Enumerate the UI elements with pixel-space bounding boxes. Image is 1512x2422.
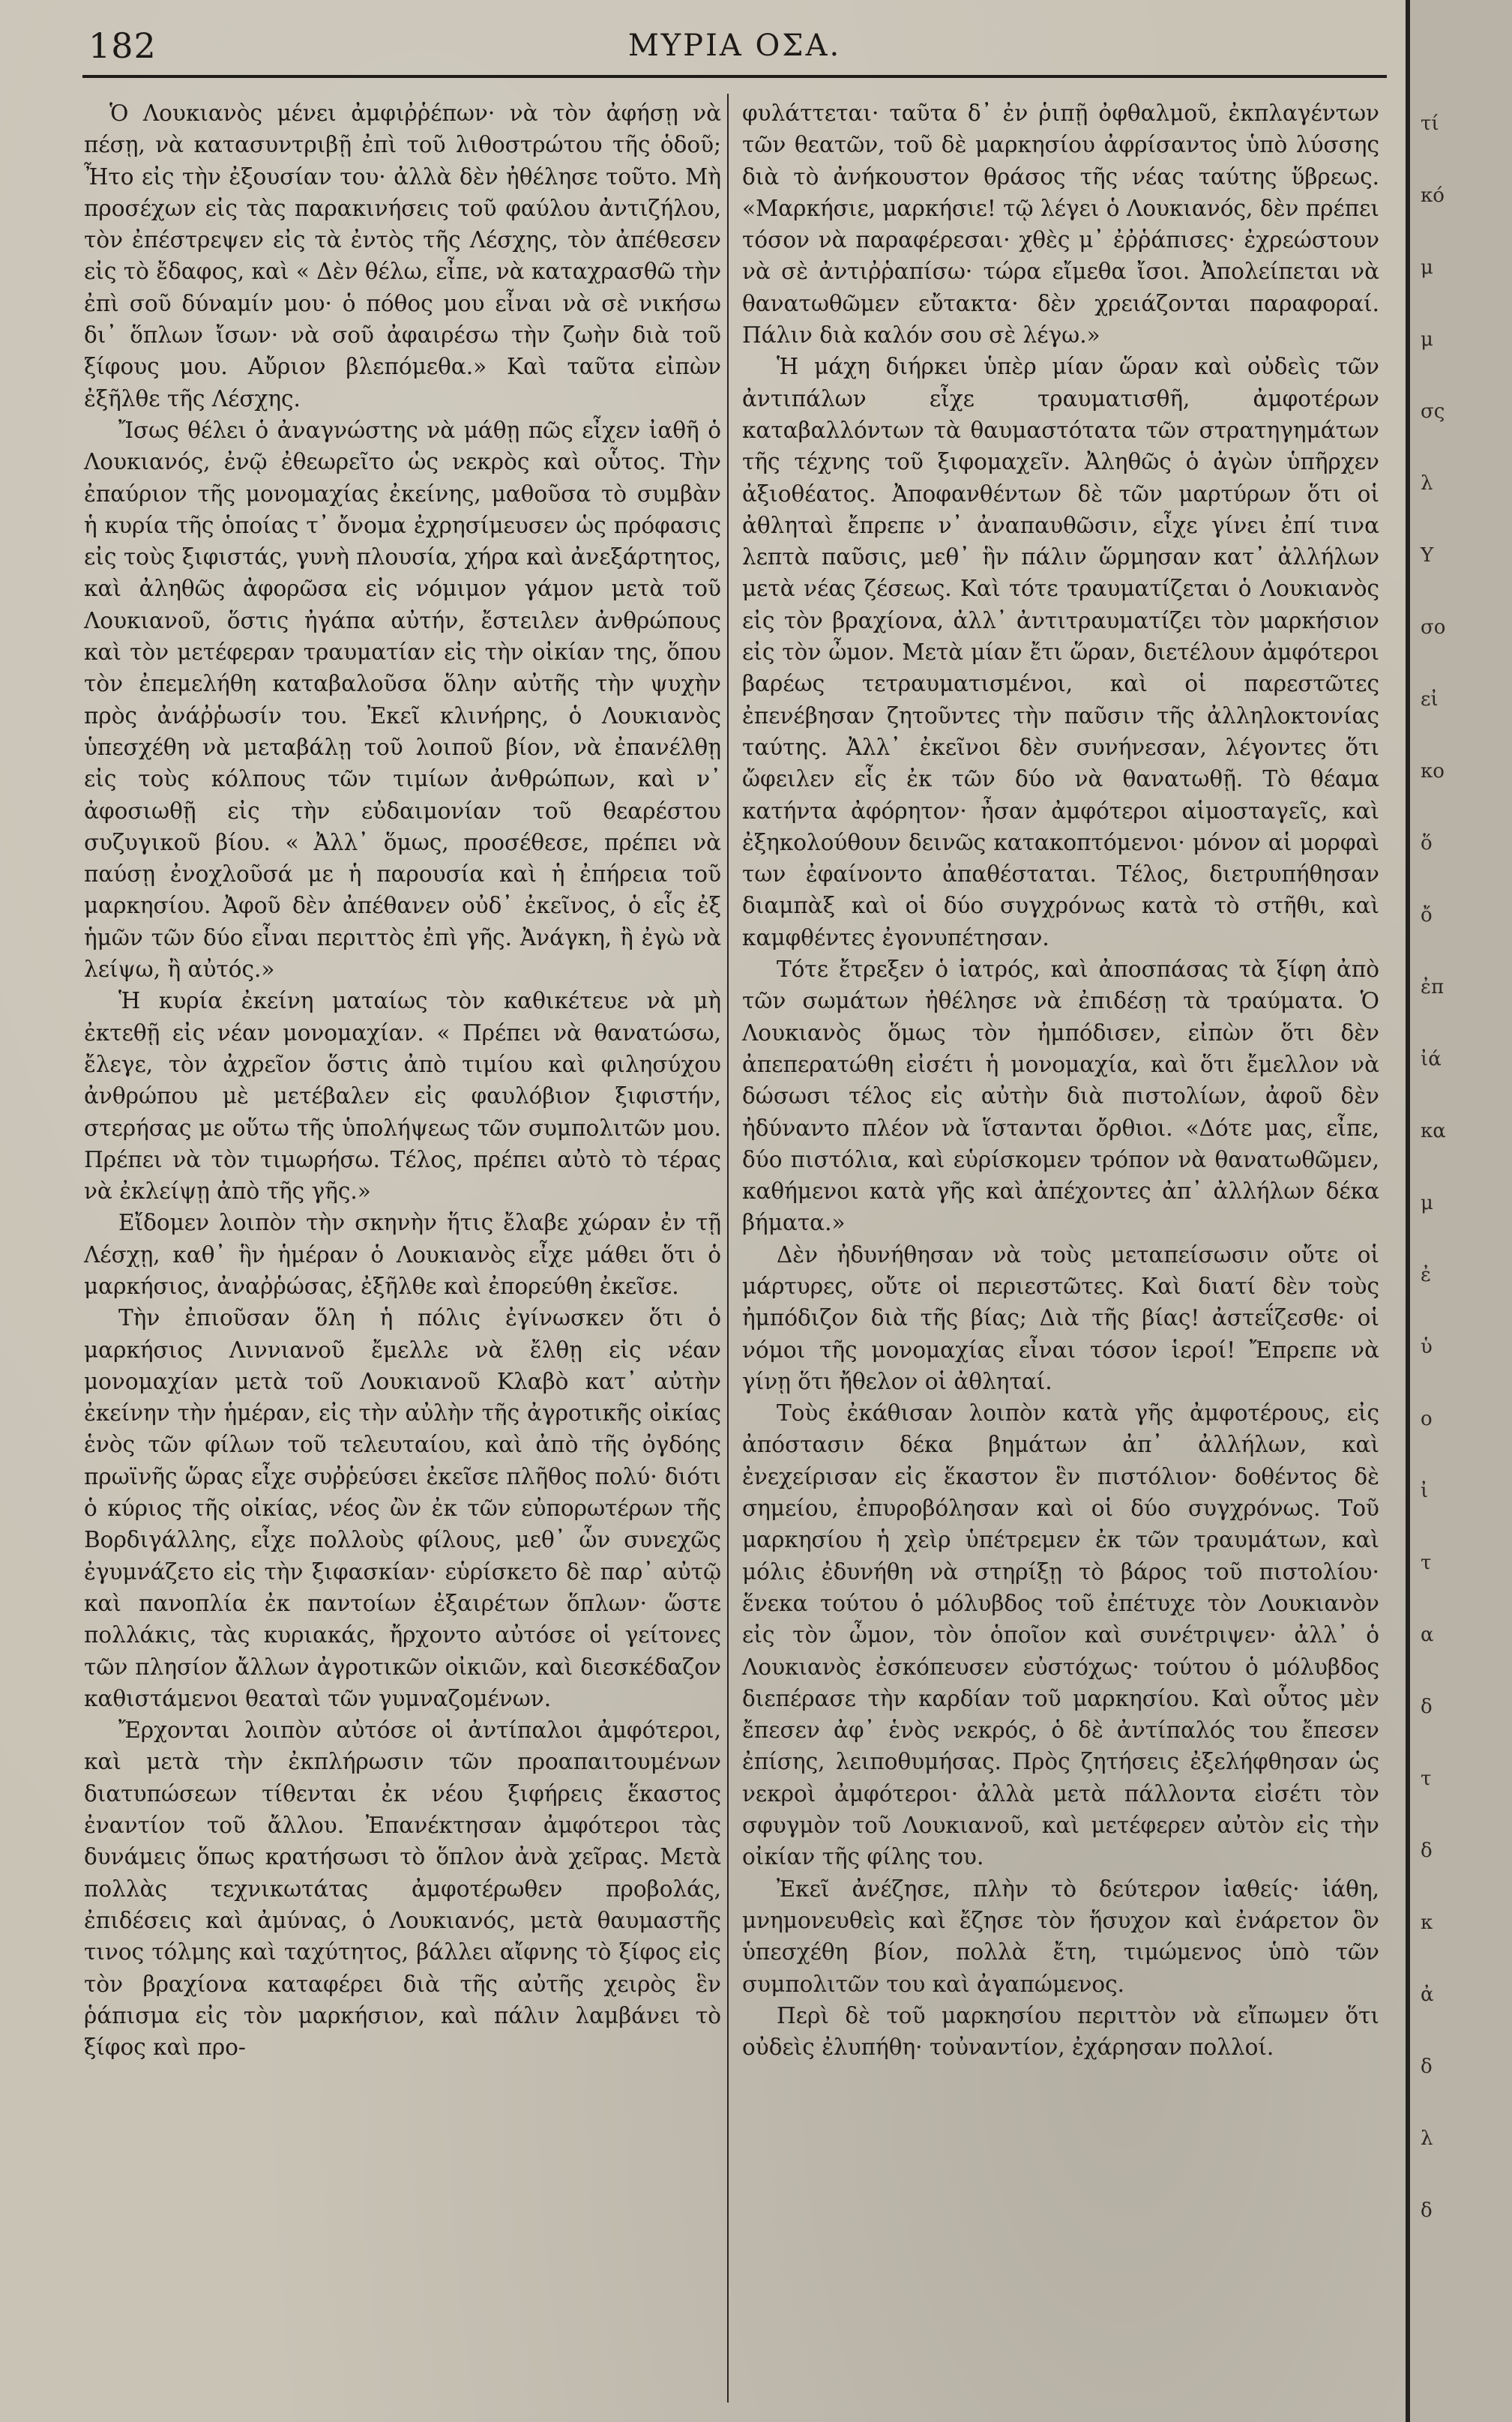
paragraph: Ἡ κυρία ἐκείνη ματαίως τὸν καθικέτευε νὰ μὴ ἐκτεθῇ εἰς νέαν μονομαχίαν. « Πρέπει νὰ θανατώσω, ἔλεγε, τὸν ἀχρεῖον ὅστις ἀπὸ τιμίου καὶ φιλησύχου ἀνθρώπου μὲ μετέβαλεν εἰς φαυλόβιον ξιφιστήν, στερήσας με οὕτω τῆς ὑπολήψεως τῶν συμπολιτῶν μου. Πρέπει νὰ τὸν τιμωρήσω. Τέλος, πρέπει αὐτὸ τὸ τέρας νὰ ἐκλείψῃ ἀπὸ τῆς γῆς.» (84, 988, 721, 1205)
facing-page-fragment: σο (1421, 616, 1446, 639)
facing-page-fragment: Υ (1421, 544, 1434, 567)
paragraph: Ἴσως θέλει ὁ ἀναγνώστης νὰ μάθῃ πῶς εἶχεν ἰαθῆ ὁ Λουκιανός, ἐνῷ ἐθεωρεῖτο ὡς νεκρὸς καὶ οὗτος. Τὴν ἐπαύριον τῆς μονομαχίας ἐκείνης, μαθοῦσα τὸ συμβὰν ἡ κυρία τῆς ὁποίας τ᾽ ὄνομα ἐχρησίμευσεν ὡς πρόφασις εἰς τοὺς ξιφιστάς, γυνὴ πλουσία, χήρα καὶ ἀνεξάρτητος, καὶ ἀληθῶς ἀφορῶσα εἰς νόμιμον γάμον μετὰ τοῦ Λουκιανοῦ, ὅστις ἠγάπα αὐτήν, ἔστειλεν ἀνθρώπους καὶ τὸν μετέφεραν τραυματίαν εἰς τὴν οἰκίαν της, ὅπου τὸν ἐπεμελήθη καταβαλοῦσα ὅλην αὐτῆς τὴν ψυχὴν πρὸς ἀνάῤῥωσίν του. Ἐκεῖ κλινήρης, ὁ Λουκιανὸς ὑπεσχέθη νὰ μεταβάλῃ τοῦ λοιποῦ βίον, νὰ ἐπανέλθῃ εἰς τοὺς κόλπους τῶν τιμίων ἀνθρώπων, καὶ ν᾽ ἀφοσιωθῇ εἰς τὴν εὐδαιμονίαν τοῦ θεαρέστου συζυγικοῦ βίου. « Ἀλλ᾽ ὅμως, προσέθεσε, πρέπει νὰ παύσῃ ἐνοχλοῦσά με ἡ παρουσία καὶ ἡ ἐπήρεια τοῦ μαρκησίου. Ἀφοῦ δὲν ἀπέθανεν οὐδ᾽ ἐκεῖνος, ὁ εἷς ἐξ ἡμῶν τῶν δύο εἶναι περιττὸς ἐπὶ γῆς. Ἀνάγκη, ἢ ἐγὼ νὰ λείψω, ἢ αὐτός.» (84, 417, 721, 983)
facing-page-fragment: ἀ (1421, 1983, 1434, 2006)
page-number: 182 (88, 25, 157, 66)
facing-page-fragment: α (1421, 1624, 1434, 1646)
facing-page-fragment: εἰ (1421, 688, 1439, 711)
facing-page-edge (1406, 0, 1512, 2422)
paragraph: φυλάττεται· ταῦτα δ᾽ ἐν ῥιπῇ ὀφθαλμοῦ, ἐκπλαγέντων τῶν θεατῶν, τοῦ δὲ μαρκησίου ἀφρίσαντος ὑπὸ λύσσης διὰ τὸ ἀνήκουστον θράσος τῆς νέας ταύτης ὕβρεως. «Μαρκήσιε, μαρκήσιε! τῷ λέγει ὁ Λουκιανός, δὲν πρέπει τόσον νὰ παραφέρεσαι· χθὲς μ᾽ ἐῤῥάπισες· ἐχρεώστουν νὰ σὲ ἀντιῤῥαπίσω· τώρα εἴμεθα ἴσοι. Ἀπολείπεται νὰ θανατωθῶμεν εὔτακτα· δὲν χρειάζονται παραφοραί. Πάλιν διὰ καλόν σου σὲ λέγω.» (742, 100, 1379, 349)
paragraph: Ἐκεῖ ἀνέζησε, πλὴν τὸ δεύτερον ἰαθείς· ἰάθη, μνημονευθεὶς καὶ ἔζησε τὸν ἥσυχον καὶ ἐνάρετον ὃν ὑπεσχέθη βίον, πολλὰ ἔτη, τιμώμενος ὑπὸ τῶν συμπολιτῶν του καὶ ἀγαπώμενος. (742, 1876, 1379, 1997)
header-rule (82, 75, 1387, 78)
facing-page-fragment: λ (1421, 2127, 1433, 2150)
left-column (84, 97, 721, 2063)
facing-page-fragment: ὅ (1421, 832, 1433, 855)
facing-page-fragment: ἰ (1421, 1480, 1429, 1502)
facing-page-fragment: κ (1421, 1912, 1433, 1934)
right-column (742, 97, 1379, 2063)
facing-page-fragment: ο (1421, 1408, 1433, 1430)
paragraph: Ἔρχονται λοιπὸν αὐτόσε οἱ ἀντίπαλοι ἀμφότεροι, καὶ μετὰ τὴν ἐκπλήρωσιν τῶν προαπαιτουμένων διατυπώσεων τίθενται ἐκ νέου ξιφήρεις ἕκαστος ἐναντίον τοῦ ἄλλου. Ἐπανέκτησαν ἀμφότεροι τὰς δυνάμεις ὅπως κρατήσωσι τὸ ὅπλον ἀνὰ χεῖρας. Μετὰ πολλὰς τεχνικωτάτας ἀμφοτέρωθεν προβολάς, ἐπιδέσεις καὶ ἀμύνας, ὁ Λουκιανός, μετὰ θαυμαστῆς τινος τόλμης καὶ ταχύτητος, βάλλει αἴφνης τὸ ξίφος εἰς τὸν βραχίονα καταφέρει διὰ τῆς αὐτῆς χειρὸς ἓν ῥάπισμα εἰς τὸν μαρκήσιον, καὶ πάλιν λαμβάνει τὸ ξίφος καὶ προ- (84, 1717, 721, 2061)
paragraph: Δὲν ἠδυνήθησαν νὰ τοὺς μεταπείσωσιν οὔτε οἱ μάρτυρες, οὔτε οἱ περιεστῶτες. Καὶ διατί δὲν τοὺς ἠμπόδιζον διὰ τῆς βίας; Διὰ τῆς βίας! ἀστεΐζεσθε· οἱ νόμοι τῆς μονομαχίας εἶναι τόσον ἱεροί! Ἔπρεπε νὰ γίνῃ ὅτι ἤθελον οἱ ἀθληταί. (742, 1241, 1379, 1394)
facing-page-fragment: ὑ (1421, 1336, 1433, 1358)
facing-page-fragment: σς (1421, 400, 1445, 423)
paragraph: Τότε ἔτρεξεν ὁ ἰατρός, καὶ ἀποσπάσας τὰ ξίφη ἀπὸ τῶν σωμάτων ἠθέλησε νὰ ἐπιδέσῃ τὰ τραύματα. Ὁ Λουκιανὸς ὅμως τὸν ἠμπόδισεν, εἰπὼν ὅτι δὲν ἀπεπερατώθη εἰσέτι ἡ μονομαχία, καὶ ὅτι ἔμελλον νὰ δώσωσι τέλος εἰς αὐτὴν διὰ πιστολίων, ἀφοῦ δὲν ἠδύναντο πλέον νὰ ἵστανται ὄρθιοι. «Δότε μας, εἶπε, δύο πιστόλια, καὶ εὑρίσκομεν τρόπον νὰ θανατωθῶμεν, καθήμενοι κατὰ γῆς καὶ ἀπέχοντες ἀπ᾽ ἀλλήλων δέκα βήματα.» (742, 957, 1379, 1236)
facing-page-fragment: μ (1421, 1192, 1433, 1214)
facing-page-fragment: κα (1421, 1120, 1446, 1142)
paragraph: Ἡ μάχη διήρκει ὑπὲρ μίαν ὥραν καὶ οὐδεὶς τῶν ἀντιπάλων εἶχε τραυματισθῆ, ἀμφοτέρων καταβαλλόντων τὰ θαυμαστότατα τῶν στρατηγημάτων τῆς τέχνης τοῦ ξιφομαχεῖν. Ἀληθῶς ὁ ἀγὼν ὑπῆρχεν ἀξιοθέατος. Ἀποφανθέντων δὲ τῶν μαρτύρων ὅτι οἱ ἀθληταὶ ἔπρεπε ν᾽ ἀναπαυθῶσιν, εἶχε γίνει ἐπί τινα λεπτὰ παῦσις, μεθ᾽ ἣν πάλιν ὥρμησαν κατ᾽ ἀλλήλων μετὰ νέας ζέσεως. Καὶ τότε τραυματίζεται ὁ Λουκιανὸς εἰς τὸν βραχίονα, ἀλλ᾽ ἀντιτραυματίζει τὸν μαρκήσιον εἰς τὸν ὦμον. Μετὰ μίαν ἔτι ὥραν, διετέλουν ἀμφότεροι βαρέως τετραυματισμένοι, καὶ οἱ παρεστῶτες ἐπενέβησαν ζητοῦντες τὴν παῦσιν τῆς ἀλληλοκτονίας ταύτης. Ἀλλ᾽ ἐκεῖνοι δὲν συνήνεσαν, λέγοντες ὅτι ὤφειλεν εἷς ἐκ τῶν δύο νὰ θανατωθῇ. Τὸ θέαμα κατήντα ἀφόρητον· ἦσαν ἀμφότεροι αἱμοσταγεῖς, καὶ ἐξηκολούθουν δεινῶς κατακοπτόμενοι· μόνον αἱ μορφαὶ των ἐφαίνοντο ἀπαθέσταται. Τέλος, διετρυπήθησαν διαμπὰξ καὶ οἱ δύο συγχρόνως κατὰ τὸ στῆθι, καὶ καμφθέντες ἐγονυπέτησαν. (742, 354, 1379, 951)
facing-page-fragment: μ (1421, 256, 1433, 279)
facing-page-fragment: τί (1421, 112, 1439, 135)
facing-page-fragment: ὄ (1421, 904, 1433, 927)
column-divider (727, 94, 729, 2403)
facing-page-fragment: κό (1421, 184, 1445, 207)
facing-page-fragment: τ (1421, 1552, 1432, 1574)
facing-page-fragment: δ (1421, 1840, 1433, 1862)
page-header (82, 21, 1387, 73)
facing-page-fragment: ἰά (1421, 1048, 1442, 1070)
facing-page-fragment: δ (1421, 2055, 1433, 2078)
facing-page-fragment: λ (1421, 472, 1433, 495)
paragraph: Ὁ Λουκιανὸς μένει ἀμφιῤῥέπων· νὰ τὸν ἀφήσῃ νὰ πέσῃ, νὰ κατασυντριβῇ ἐπὶ τοῦ λιθοστρώτου τῆς ὁδοῦ; Ἦτο εἰς τὴν ἐξουσίαν του· ἀλλὰ δὲν ἠθέλησε τοῦτο. Μὴ προσέχων εἰς τὰς παρακινήσεις τοῦ φαύλου ἀντιζήλου, τὸν ἐπέστρεψεν εἰς τὰ ἐντὸς τῆς Λέσχης, τὸν ἀπέθεσεν εἰς τὸ ἔδαφος, καὶ « Δὲν θέλω, εἶπε, νὰ καταχρασθῶ τὴν ἐπὶ σοῦ δύναμίν μου· ὁ πόθος μου εἶναι νὰ σὲ νικήσω δι᾽ ὅπλων ἴσων· νὰ σοῦ ἀφαιρέσω τὴν ζωὴν διὰ τοῦ ξίφους μου. Αὔριον βλεπόμεθα.» Καὶ ταῦτα εἰπὼν ἐξῆλθε τῆς Λέσχης. (84, 100, 721, 412)
facing-page-fragment: μ (1421, 328, 1433, 351)
running-title: ΜΥΡΙΑ ΟΣΑ. (627, 28, 842, 63)
paragraph: Περὶ δὲ τοῦ μαρκησίου περιττὸν νὰ εἴπωμεν ὅτι οὐδεὶς ἐλυπήθη· τοὐναντίον, ἐχάρησαν πολλοί. (742, 2002, 1379, 2061)
facing-page-fragment: τ (1421, 1768, 1432, 1790)
facing-page-fragment: δ (1421, 2199, 1433, 2222)
facing-page-fragment: ἐ (1421, 1264, 1431, 1286)
facing-page-fragment: κο (1421, 760, 1445, 783)
paragraph: Τὴν ἐπιοῦσαν ὅλη ἡ πόλις ἐγίνωσκεν ὅτι ὁ μαρκήσιος Λιννιανοῦ ἔμελλε νὰ ἔλθῃ εἰς νέαν μονομαχίαν μετὰ τοῦ Λουκιανοῦ Κλαβὸ κατ᾽ αὐτὴν ἐκείνην τὴν ἡμέραν, εἰς τὴν αὐλὴν τῆς ἀγροτικῆς οἰκίας ἑνὸς τῶν φίλων τοῦ τελευταίου, καὶ ἀπὸ τῆς ὀγδόης πρωϊνῆς ὥρας εἶχε συῤῥεύσει ἐκεῖσε πλῆθος πολύ· διότι ὁ κύριος τῆς οἰκίας, νέος ὢν ἐκ τῶν εὐπορωτέρων τῆς Βορδιγάλλης, εἶχε πολλοὺς φίλους, μεθ᾽ ὧν συνεχῶς ἐγυμνάζετο εἰς τὴν ξιφασκίαν· εὑρίσκετο δὲ παρ᾽ αὐτῷ καὶ πανοπλία ἐκ παντοίων ἐξαιρέτων ὅπλων· ὥστε πολλάκις, τὰς κυριακάς, ἤρχοντο αὐτόσε οἱ γείτονες τῶν πλησίον ἄλλων ἀγροτικῶν οἰκιῶν, καὶ διεσκέδαζον καθιστάμενοι θεαταὶ τῶν γυμναζομένων. (84, 1305, 721, 1711)
paragraph: Τοὺς ἐκάθισαν λοιπὸν κατὰ γῆς ἀμφοτέρους, εἰς ἀπόστασιν δέκα βημάτων ἀπ᾽ ἀλλήλων, καὶ ἐνεχείρισαν εἰς ἕκαστον ἓν πιστόλιον· δοθέντος δὲ σημείου, ἐπυροβόλησαν καὶ οἱ δύο συγχρόνως. Τοῦ μαρκησίου ἡ χεὶρ ὑπέτρεμεν ἐκ τῶν τραυμάτων, καὶ μόλις ἐδυνήθη νὰ στηρίξῃ τὸ βάρος τοῦ πιστολίου· ἕνεκα τούτου ὁ μόλυβδος τοῦ ἐπέτυχε τὸν Λουκιανὸν εἰς τὸν ὦμον, τὸν ὁποῖον καὶ συνέτριψεν· ἀλλ᾽ ὁ Λουκιανὸς ἐσκόπευσεν εὐστόχως· τούτου ὁ μόλυβδος διεπέρασε τὴν καρδίαν τοῦ μαρκησίου. Καὶ οὗτος μὲν ἔπεσεν ἀφ᾽ ἑνὸς νεκρός, ὁ δὲ ἀντίπαλός του ἔπεσεν ἐπίσης, λειποθυμήσας. Πρὸς ζητήσεις ἐξελήφθησαν ὡς νεκροὶ ἀμφότεροι· ἀλλὰ μετὰ πάλλοντα εἰσέτι τὸν σφυγμὸν τοῦ Λουκιανοῦ, καὶ μετέφερεν αὐτὸν εἰς τὴν οἰκίαν τῆς φίλης του. (742, 1400, 1379, 1870)
paragraph: Εἴδομεν λοιπὸν τὴν σκηνὴν ἥτις ἔλαβε χώραν ἐν τῇ Λέσχῃ, καθ᾽ ἣν ἡμέραν ὁ Λουκιανὸς εἶχε μάθει ὅτι ὁ μαρκήσιος, ἀναῤῥώσας, ἐξῆλθε καὶ ἐπορεύθη ἐκεῖσε. (84, 1210, 721, 1299)
facing-page-fragment: δ (1421, 1696, 1433, 1718)
facing-page-fragment: ἐπ (1421, 976, 1445, 998)
